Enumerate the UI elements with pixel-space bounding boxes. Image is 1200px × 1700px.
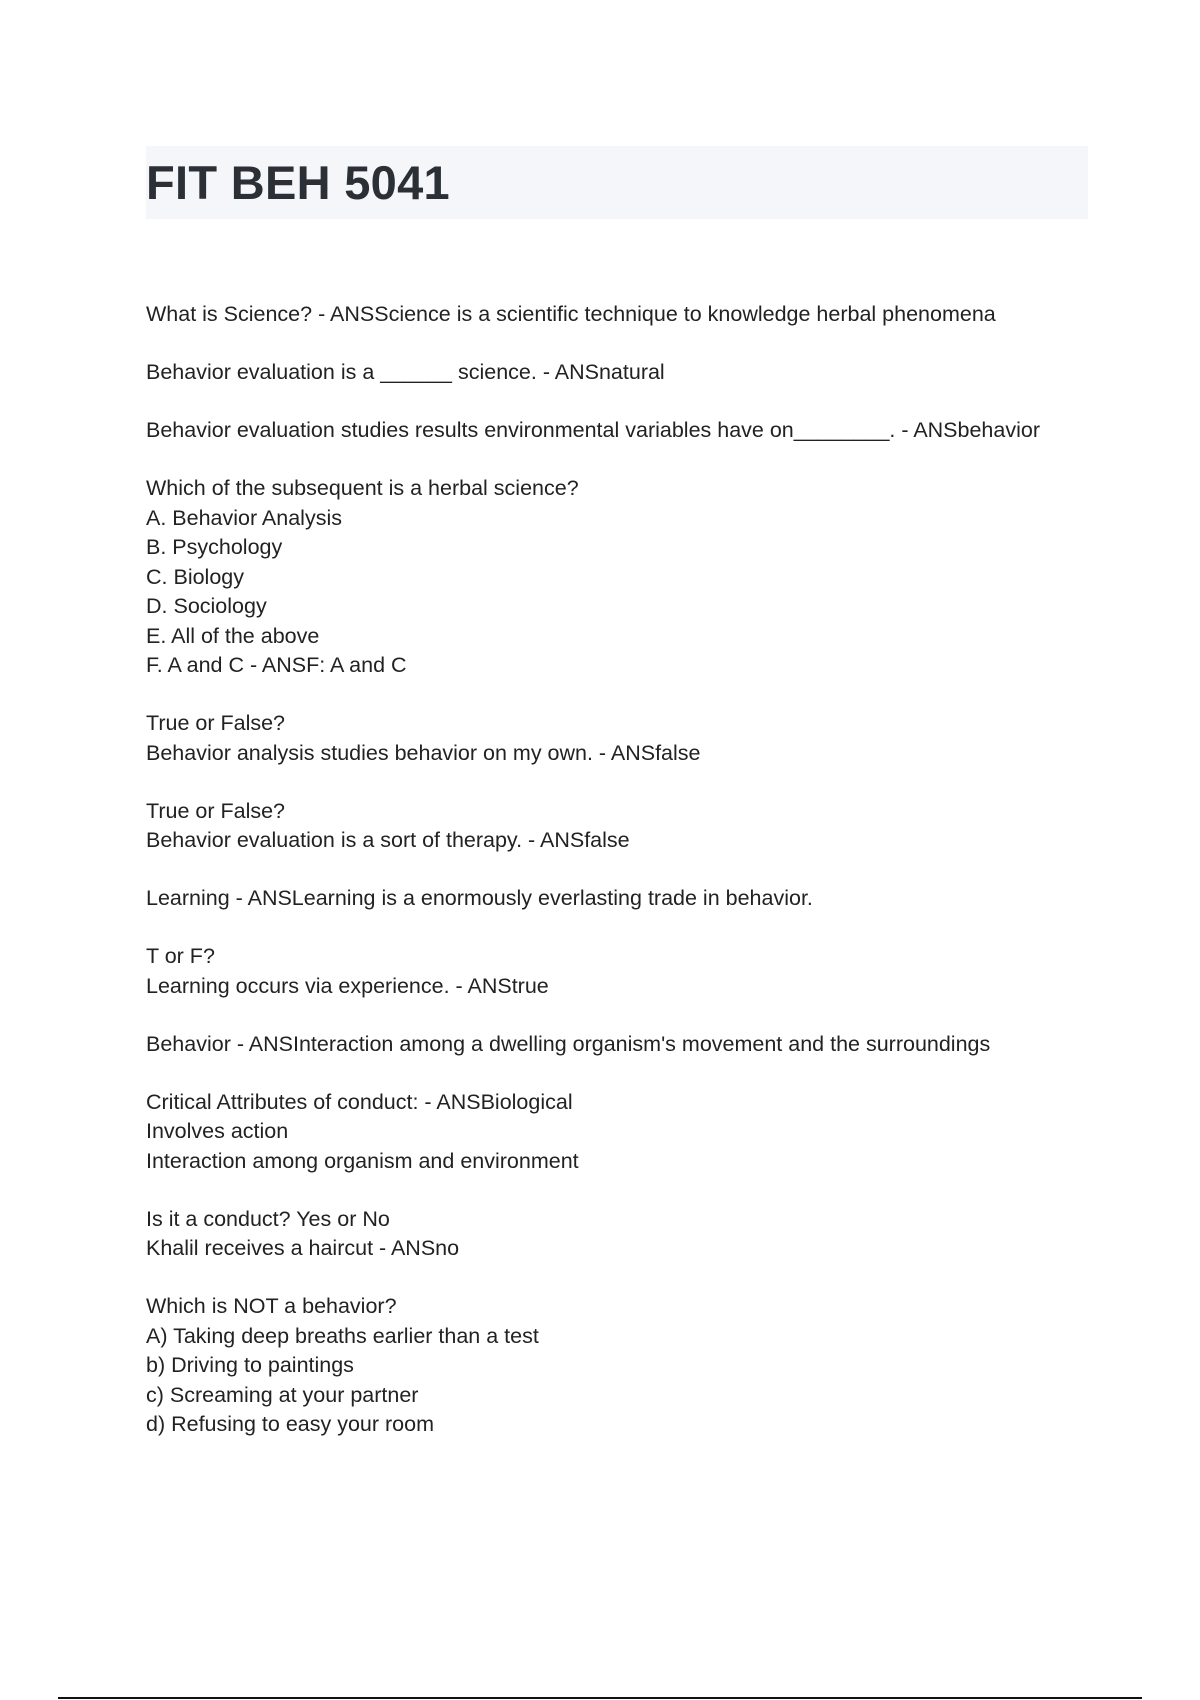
- qa-line: Critical Attributes of conduct: - ANSBiological: [146, 1089, 573, 1114]
- qa-option: C. Biology: [146, 564, 244, 589]
- qa-option: b) Driving to paintings: [146, 1353, 354, 1377]
- qa-line: Involves action: [146, 1119, 289, 1143]
- qa-block-12: [146, 1292, 1106, 1440]
- qa-content: [146, 300, 1106, 1468]
- qa-line: Interaction among organism and environment: [146, 1148, 579, 1173]
- qa-line: Behavior evaluation is a sort of therapy. - ANSfalse: [146, 828, 630, 852]
- qa-line: What is Science? - ANSScience is a scientific technique to knowledge herbal phenomena: [146, 302, 996, 326]
- qa-line: T or F?: [146, 944, 215, 968]
- qa-block-2: [146, 358, 1106, 388]
- title-banner: [146, 146, 1088, 219]
- page-divider: [58, 1697, 1142, 1699]
- qa-block-6: [146, 797, 1106, 856]
- qa-option: B. Psychology: [146, 535, 283, 559]
- qa-line: Khalil receives a haircut - ANSno: [146, 1236, 460, 1260]
- qa-line: Is it a conduct? Yes or No: [146, 1206, 390, 1231]
- qa-line: Behavior - ANSInteraction among a dwelling organism's movement and the surroundings: [146, 1031, 991, 1056]
- qa-line: Behavior evaluation is a ______ science. - ANSnatural: [146, 360, 665, 384]
- qa-option: E. All of the above: [146, 623, 320, 648]
- qa-block-7: [146, 884, 1106, 914]
- qa-line: Which of the subsequent is a herbal science?: [146, 476, 579, 500]
- qa-line: True or False?: [146, 711, 286, 735]
- qa-line: Behavior analysis studies behavior on my own. - ANSfalse: [146, 740, 701, 765]
- qa-block-4: [146, 474, 1106, 681]
- qa-block-10: [146, 1088, 1106, 1177]
- qa-option: d) Refusing to easy your room: [146, 1412, 434, 1436]
- qa-block-3: [146, 416, 1106, 446]
- qa-option: F. A and C - ANSF: A and C: [146, 653, 407, 677]
- qa-line: True or False?: [146, 798, 286, 823]
- qa-line: Which is NOT a behavior?: [146, 1294, 397, 1318]
- qa-block-8: [146, 942, 1106, 1001]
- qa-option: A. Behavior Analysis: [146, 505, 342, 530]
- qa-line: Learning occurs via experience. - ANStrue: [146, 973, 549, 998]
- qa-block-9: [146, 1030, 1106, 1060]
- qa-block-1: [146, 300, 1106, 330]
- qa-option: D. Sociology: [146, 594, 267, 618]
- qa-option: c) Screaming at your partner: [146, 1382, 419, 1407]
- qa-line: Behavior evaluation studies results environmental variables have on________. - ANSbehavior: [146, 418, 1040, 442]
- qa-block-5: [146, 709, 1106, 768]
- qa-line: Learning - ANSLearning is a enormously everlasting trade in behavior.: [146, 886, 813, 910]
- document-title: FIT BEH 5041: [146, 156, 450, 209]
- qa-option: A) Taking deep breaths earlier than a test: [146, 1323, 539, 1348]
- qa-block-11: [146, 1205, 1106, 1264]
